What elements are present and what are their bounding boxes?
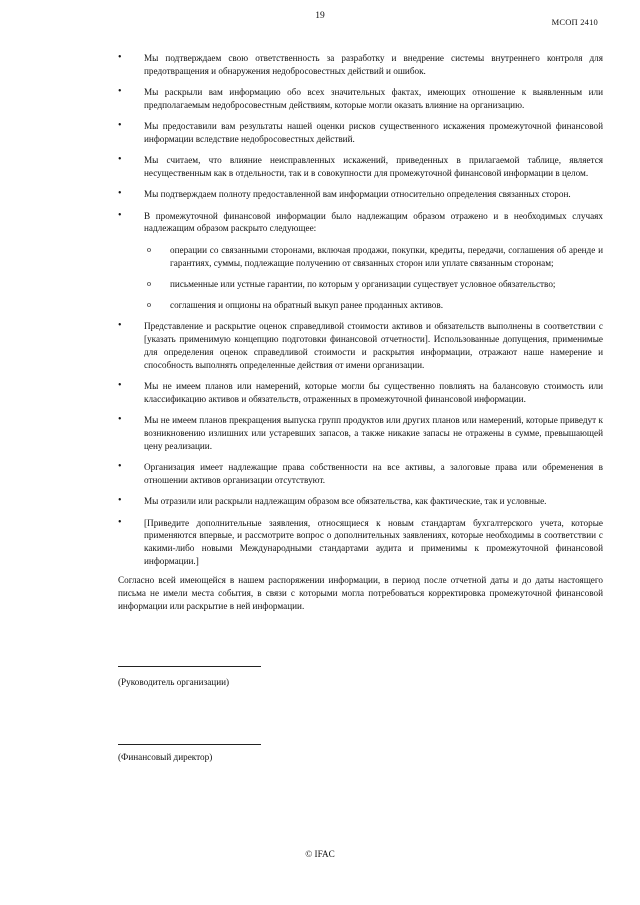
list-item-text: Мы подтверждаем полноту предоставленной вам информации относительно определения связанных сторон. [144,189,571,200]
list-item [118,495,603,508]
circle-bullet-icon: o [147,278,151,288]
sub-list-item [144,244,603,270]
list-item-text: Мы предоставили вам результаты нашей оценки рисков существенного искажения промежуточной финансовой информации вследствие недобросовестных действий. [144,121,603,144]
list-item-text: Мы отразили или раскрыли надлежащим образом все обязательства, как фактические, так и условные. [144,496,547,507]
bullet-icon: • [118,120,122,132]
list-item-text: Мы подтверждаем свою ответственность за разработку и внедрение системы внутреннего контроля для предотвращения и обнаружения недобросовестных действий и ошибок. [144,53,603,76]
list-item [118,52,603,78]
list-item [118,320,603,371]
list-item-text: Мы считаем, что влияние неисправленных искажений, приведенных в прилагаемой таблице, является несущественным как в отдельности, так и в совокупности для промежуточной финансовой информации в целом. [144,155,603,179]
list-item-text: В промежуточной финансовой информации было надлежащим образом отражено и в необходимых случаях надлежащим образом раскрыто следующее: [144,210,603,234]
bullet-icon: • [118,414,122,426]
bullet-icon: • [118,209,122,221]
circle-bullet-icon: o [147,244,151,254]
copyright-footer: © IFAC [305,849,335,859]
bullet-icon: • [118,380,122,392]
list-item [118,414,603,452]
sub-list-item-text: письменные или устные гарантии, по которым у организации существует условное обязательство; [170,278,556,289]
list-item-text: Мы не имеем планов прекращения выпуска групп продуктов или других планов или намерений, которые приведут к возникновению излишних или устаревших запасов, а также никакие запасы не отражены в сумме, превышающей цену реализации. [144,415,603,451]
bullet-icon: • [118,461,122,473]
list-item-text: Мы не имеем планов или намерений, которые могли бы существенно повлиять на балансовую стоимость или классификацию активов и обязательств, отраженных в промежуточной финансовой информации. [144,381,603,404]
list-item-text: Представление и раскрытие оценок справедливой стоимости активов и обязательств выполнены в соответствии с [указать применимую концепцию подготовки финансовой отчетности]. Использованные допущения, применимые для определения оценок справедливой стоимости и раскрытия информации, отражают наше намерение и способность выполнять определенные действия от имени организации. [144,321,603,370]
list-item [118,86,603,112]
circle-bullet-icon: o [147,300,151,310]
list-item-text: Организация имеет надлежащие права собственности на все активы, а залоговые права или обременения в отношении активов организации отсутствуют. [144,462,603,485]
list-item [118,380,603,406]
signature-label-cfo: (Финансовый директор) [118,752,213,762]
list-item-text: [Приведите дополнительные заявления, относящиеся к новым стандартам бухгалтерского учета, которые применяются впервые, и рассмотрите вопрос о дополнительных заявлениях, которые необходимы в соответствии с какими-либо новыми Международными стандартами аудита и применимы к промежуточной финансовой информации.] [144,517,603,566]
page-number: 19 [315,11,325,21]
bullet-icon: • [118,154,122,166]
sub-list-item-text: соглашения и опционы на обратный выкуп ранее проданных активов. [170,300,444,311]
bullet-icon: • [118,495,122,507]
list-item [118,120,603,146]
representations-list [118,52,603,576]
signature-line-cfo [118,744,261,745]
bullet-icon: • [118,52,122,63]
sub-list-item [144,299,603,312]
list-item [118,517,603,568]
sub-list-item [144,278,603,291]
sub-list-item-text: операции со связанными сторонами, включая продажи, покупки, кредиты, передачи, соглашения об аренде и гарантиях, суммы, подлежащие получению от связанных сторон или уплате связанным сторонам; [170,244,603,268]
bullet-icon: • [118,188,122,200]
closing-paragraph: Согласно всей имеющейся в нашем распоряжении информации, в период после отчетной даты и до даты настоящего письма не имели места события, в связи с которыми могла потребоваться корректировка промежуточной финансовой информации или раскрытие в ней информации. [118,575,603,611]
bullet-icon: • [118,320,122,332]
list-item [118,210,603,236]
list-item [118,154,603,180]
list-item-text: Мы раскрыли вам информацию обо всех значительных фактах, имеющих отношение к выявленным или предполагаемым недобросовестным действиям, которые могли оказать влияние на организацию. [144,87,603,110]
list-item [118,188,603,201]
signature-line-head [118,666,261,667]
bullet-icon: • [118,86,122,98]
bullet-icon: • [118,516,122,528]
document-code: МСОП 2410 [551,17,598,27]
list-item [118,461,603,487]
signature-label-head: (Руководитель организации) [118,677,230,687]
